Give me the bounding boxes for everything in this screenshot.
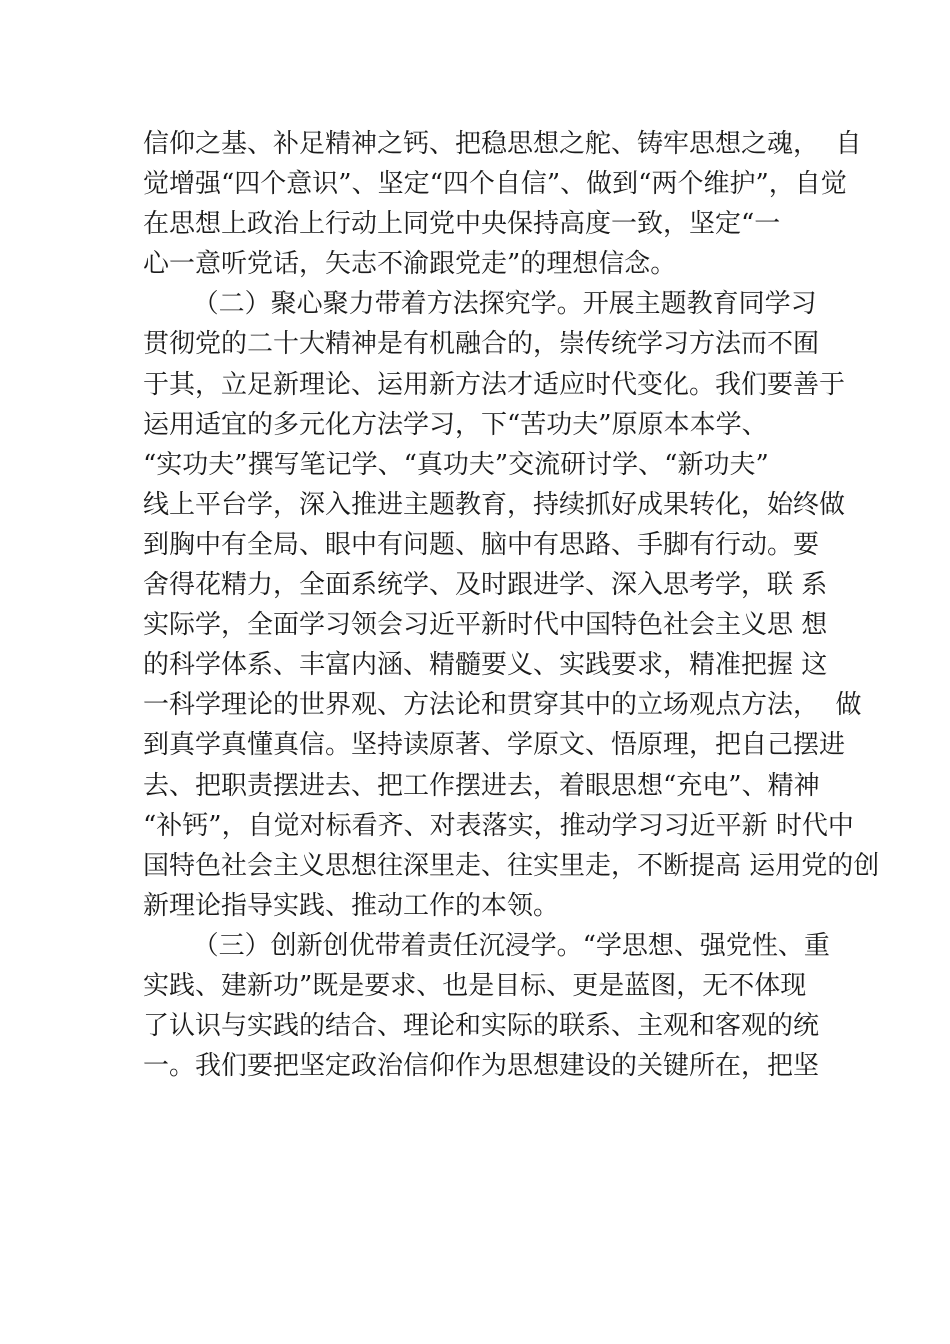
text-line: 一科学理论的世界观、方法论和贯穿其中的立场观点方法， 做: [143, 690, 862, 721]
text-line: 在思想上政治上行动上同党中央保持高度一致，坚定“一: [143, 209, 781, 240]
text-line: 去、把职责摆进去、把工作摆进去，着眼思想“充电”、精神: [143, 770, 820, 801]
text-line: 于其，立足新理论、运用新方法才适应时代变化。我们要善于: [143, 369, 846, 400]
body-text: [143, 124, 880, 1086]
text-line: 心一意听党话，矢志不渝跟党走”的理想信念。: [143, 249, 677, 280]
section-heading-line: （二）聚心聚力带着方法探究学。开展主题教育同学习: [143, 289, 817, 320]
text-line: 到真学真懂真信。坚持读原著、学原文、悟原理，把自己摆进: [143, 730, 846, 761]
text-line: 信仰之基、补足精神之钙、把稳思想之舵、铸牢思想之魂， 自: [143, 129, 862, 159]
text-line: 的科学体系、丰富内涵、精髓要义、实践要求，精准把握 这: [143, 650, 828, 681]
text-line: 新理论指导实践、推动工作的本领。: [143, 890, 560, 921]
text-line: 舍得花精力，全面系统学、及时跟进学、深入思考学，联 系: [143, 570, 828, 601]
text-line: 贯彻党的二十大精神是有机融合的，崇传统学习方法而不囿: [143, 329, 820, 360]
text-line: 了认识与实践的结合、理论和实际的联系、主观和客观的统: [143, 1011, 820, 1042]
text-line: 实践、建新功”既是要求、也是目标、更是蓝图，无不体现: [143, 970, 807, 1001]
text-line: 线上平台学，深入推进主题教育，持续抓好成果转化，始终做: [143, 489, 846, 520]
text-line: 觉增强“四个意识”、坚定“四个自信”、做到“两个维护”，自觉: [143, 169, 847, 200]
text-line: 国特色社会主义思想往深里走、往实里走，不断提高 运用党的创: [143, 850, 880, 881]
text-line: “实功夫”撰写笔记学、“真功夫”交流研讨学、“新功夫”: [143, 449, 769, 480]
text-line: 一。我们要把坚定政治信仰作为思想建设的关键所在，把坚: [143, 1051, 820, 1082]
text-line: 到胸中有全局、眼中有问题、脑中有思路、手脚有行动。要: [143, 529, 820, 560]
text-line: “补钙”，自觉对标看齐、对表落实，推动学习习近平新 时代中: [143, 810, 854, 841]
section-heading-line: （三）创新创优带着责任沉浸学。“学思想、强党性、重: [143, 930, 830, 961]
text-line: 实际学，全面学习领会习近平新时代中国特色社会主义思 想: [143, 610, 828, 641]
text-line: 运用适宜的多元化方法学习，下“苦功夫”原原本本学、: [143, 409, 768, 440]
